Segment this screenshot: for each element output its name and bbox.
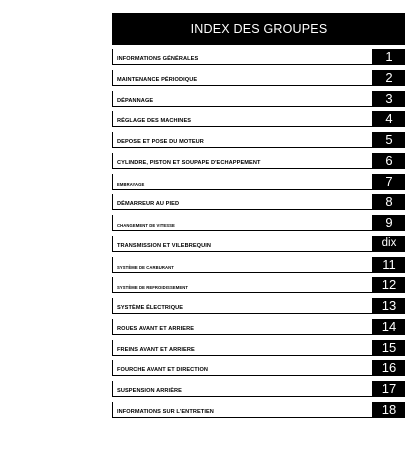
section-number: 16 bbox=[372, 360, 405, 375]
section-number: 1 bbox=[372, 49, 405, 64]
section-row-front-fork[interactable] bbox=[112, 360, 405, 376]
section-label: INFORMATIONS SUR L'ENTRETIEN bbox=[117, 408, 214, 415]
section-row-wheels[interactable] bbox=[112, 319, 405, 335]
section-row-fuel-system[interactable] bbox=[112, 257, 405, 273]
section-label: CYLINDRE, PISTON ET SOUPAPE D'ECHAPPEMENT bbox=[117, 159, 261, 166]
section-row-kick-starter[interactable] bbox=[112, 194, 405, 210]
section-number: 14 bbox=[372, 319, 405, 334]
section-number: 15 bbox=[372, 340, 405, 355]
section-label: ROUES AVANT ET ARRIERE bbox=[117, 325, 195, 332]
section-row-brakes[interactable] bbox=[112, 340, 405, 356]
section-number: 6 bbox=[372, 153, 405, 168]
section-row-troubleshooting[interactable] bbox=[112, 91, 405, 107]
section-row-cylinder-piston[interactable] bbox=[112, 153, 405, 169]
section-label: FREINS AVANT ET ARRIERE bbox=[117, 346, 195, 353]
section-number: 11 bbox=[372, 257, 405, 272]
section-number: 8 bbox=[372, 194, 405, 209]
section-label: MAINTENANCE PÉRIODIQUE bbox=[117, 76, 198, 83]
section-row-transmission[interactable] bbox=[112, 236, 405, 252]
section-row-clutch[interactable] bbox=[112, 174, 405, 190]
section-label: DEPOSE ET POSE DU MOTEUR bbox=[117, 139, 204, 145]
section-label: RÉGLAGE DES MACHINES bbox=[117, 118, 192, 125]
index-page bbox=[112, 13, 405, 423]
section-row-cooling-system[interactable] bbox=[112, 277, 405, 293]
section-row-rear-suspension[interactable] bbox=[112, 381, 405, 397]
section-row-machine-adjustment[interactable] bbox=[112, 111, 405, 127]
section-number: 12 bbox=[372, 277, 405, 292]
section-number: 17 bbox=[372, 381, 405, 396]
section-number: 5 bbox=[372, 132, 405, 147]
section-label: SYSTÈME ÉLECTRIQUE bbox=[117, 305, 184, 311]
section-label: INFORMATIONS GÉNÉRALES bbox=[117, 56, 199, 62]
section-number: dix bbox=[372, 236, 405, 251]
index-title: INDEX DES GROUPES bbox=[112, 13, 405, 45]
section-label: DÉMARREUR AU PIED bbox=[117, 201, 180, 208]
section-number: 18 bbox=[372, 402, 405, 417]
section-row-general-info[interactable] bbox=[112, 49, 405, 65]
section-label: CHANGEMENT DE VITESSE bbox=[117, 223, 175, 228]
section-row-electrical-system[interactable] bbox=[112, 298, 405, 314]
section-label: EMBRAYAGE bbox=[117, 181, 145, 187]
section-number: 3 bbox=[372, 91, 405, 106]
section-number: 9 bbox=[372, 215, 405, 230]
section-row-maintenance-info[interactable] bbox=[112, 402, 405, 418]
section-label: DÉPANNAGE bbox=[117, 97, 154, 104]
section-row-periodic-maintenance[interactable] bbox=[112, 70, 405, 86]
section-label: SUSPENSION ARRIÈRE bbox=[117, 388, 182, 394]
section-number: 4 bbox=[372, 111, 405, 126]
section-label: FOURCHE AVANT ET DIRECTION bbox=[117, 367, 209, 374]
section-label: SYSTÈME DE REFROIDISSEMENT bbox=[117, 285, 189, 291]
section-label: SYSTÈME DE CARBURANT bbox=[117, 264, 174, 270]
section-row-engine-removal[interactable] bbox=[112, 132, 405, 148]
section-row-gearshift[interactable] bbox=[112, 215, 405, 231]
section-number: 7 bbox=[372, 174, 405, 189]
section-number: 13 bbox=[372, 298, 405, 313]
section-number: 2 bbox=[372, 70, 405, 85]
section-label: TRANSMISSION ET VILEBREQUIN bbox=[117, 242, 212, 249]
